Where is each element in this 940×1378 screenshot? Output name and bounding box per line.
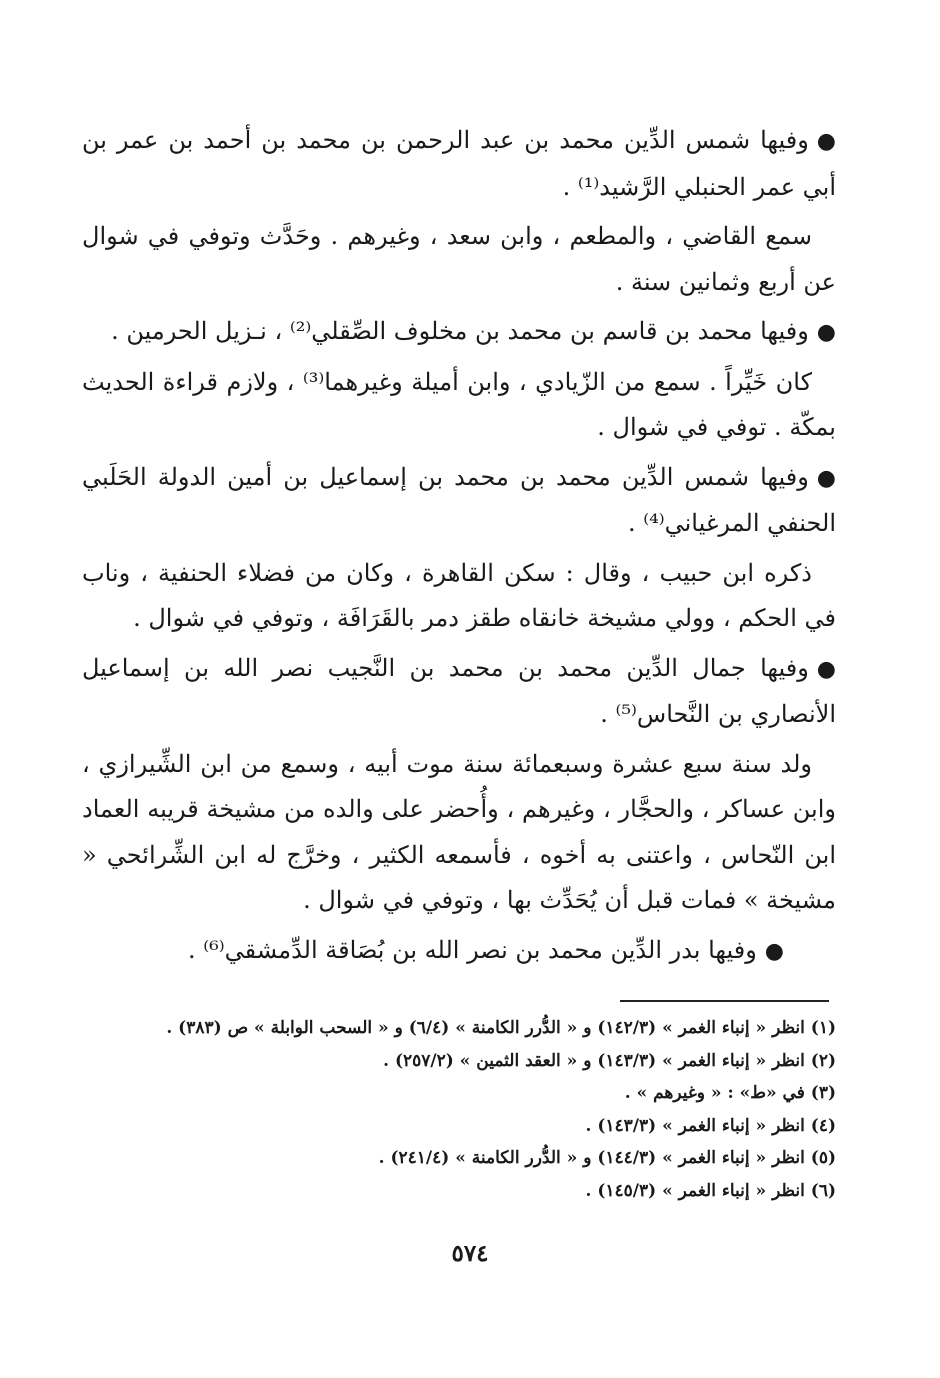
footnote-divider [620, 1000, 829, 1002]
entry-body: سمع القاضي ، والمطعم ، وابن سعد ، وغيرهم . وحَدَّث وتوفي في شوال عن أربع وثمانين سنة . [82, 222, 836, 296]
footnote: (٥) انظر « إنباء الغمر » (١٤٤/٣) و « الدُّرر الكامنة » (٢٤١/٤) . [378, 1148, 836, 1168]
bullet-icon: ● [816, 129, 836, 154]
entry-body: ولد سنة سبع عشرة وسبعمائة سنة موت أبيه ، وسمع من ابن الشِّيرازي ، وابن عساكر ، والحجَّار ، وغيرهم ، وأُحضر على والده من مشيخة قريبه العماد ابن النّحاس ، واعتنى به أخوه ، فأسمعه الكثير ، وخرَّج له ابن الشِّرائحي « مشيخة » فمات قبل أن يُحَدِّث بها ، وتوفي في شوال . [82, 749, 836, 914]
bullet-icon: ● [816, 465, 836, 491]
bullet-icon: ● [764, 938, 784, 964]
entry-text: وفيها شمس الدِّين محمد بن محمد بن إسماعيل بن أمين الدولة الحَلَبي الحنفي المرغياني⁽⁴⁾ . [82, 462, 836, 537]
footnotes [82, 1012, 836, 1207]
page-number: ٥٧٤ [451, 1240, 489, 1267]
entry-text: وفيها بدر الدِّين محمد بن نصر الله بن بُصَاقة الدِّمشقي⁽⁶⁾ . [188, 935, 757, 964]
entry-text: وفيها شمس الدِّين محمد بن عبد الرحمن بن محمد بن أحمد بن عمر بن أبي عمر الحنبلي الرَّشيد⁽¹⁾ . [82, 126, 836, 201]
entry-body: كان خَيِّراً . سمع من الزّيادي ، وابن أميلة وغيرهما⁽³⁾ ، ولازم قراءة الحديث بمكّة . توفي في شوال . [82, 367, 836, 441]
bullet-icon: ● [816, 656, 836, 682]
bullet-icon: ● [816, 320, 836, 345]
footnote: (٢) انظر « إنباء الغمر » (١٤٣/٣) و « العقد الثمين » (٢٥٧/٢) . [383, 1050, 836, 1071]
entry-body: ذكره ابن حبيب ، وقال : سكن القاهرة ، وكان من فضلاء الحنفية ، وناب في الحكم ، وولي مشيخة خانقاه طقز دمر بالقَرَافَة ، وتوفي في شوال . [82, 558, 836, 632]
footnote: (١) انظر « إنباء الغمر » (١٤٢/٣) و « الدُّرر الكامنة » (٦/٤) و « السحب الوابلة » ص (٣٨٣) . [166, 1018, 836, 1038]
entry-ibn-busaqa [82, 928, 836, 975]
entry-ibn-al-nahhas [82, 646, 836, 738]
entry-text: وفيها جمال الدِّين محمد بن محمد بن النَّجيب نصر الله بن إسماعيل الأنصاري بن النَّحاس⁽⁵⁾ . [82, 653, 836, 728]
entry-text: وفيها محمد بن قاسم بن محمد بن مخلوف الصِّقلي⁽²⁾ ، نـزيل الحرمين . [111, 317, 809, 345]
entry-al-marghinani [82, 455, 836, 547]
footnote: (٦) انظر « إنباء الغمر » (١٤٥/٣) . [585, 1180, 836, 1201]
entry-al-siqilli [82, 309, 836, 356]
footnote: (٤) انظر « إنباء الغمر » (١٤٣/٣) . [585, 1115, 836, 1136]
main-text [82, 118, 836, 974]
footnote: (٣) في «ط» : « وغيرهم » . [624, 1083, 836, 1103]
entry-shams-al-din-al-rashid [82, 118, 836, 210]
